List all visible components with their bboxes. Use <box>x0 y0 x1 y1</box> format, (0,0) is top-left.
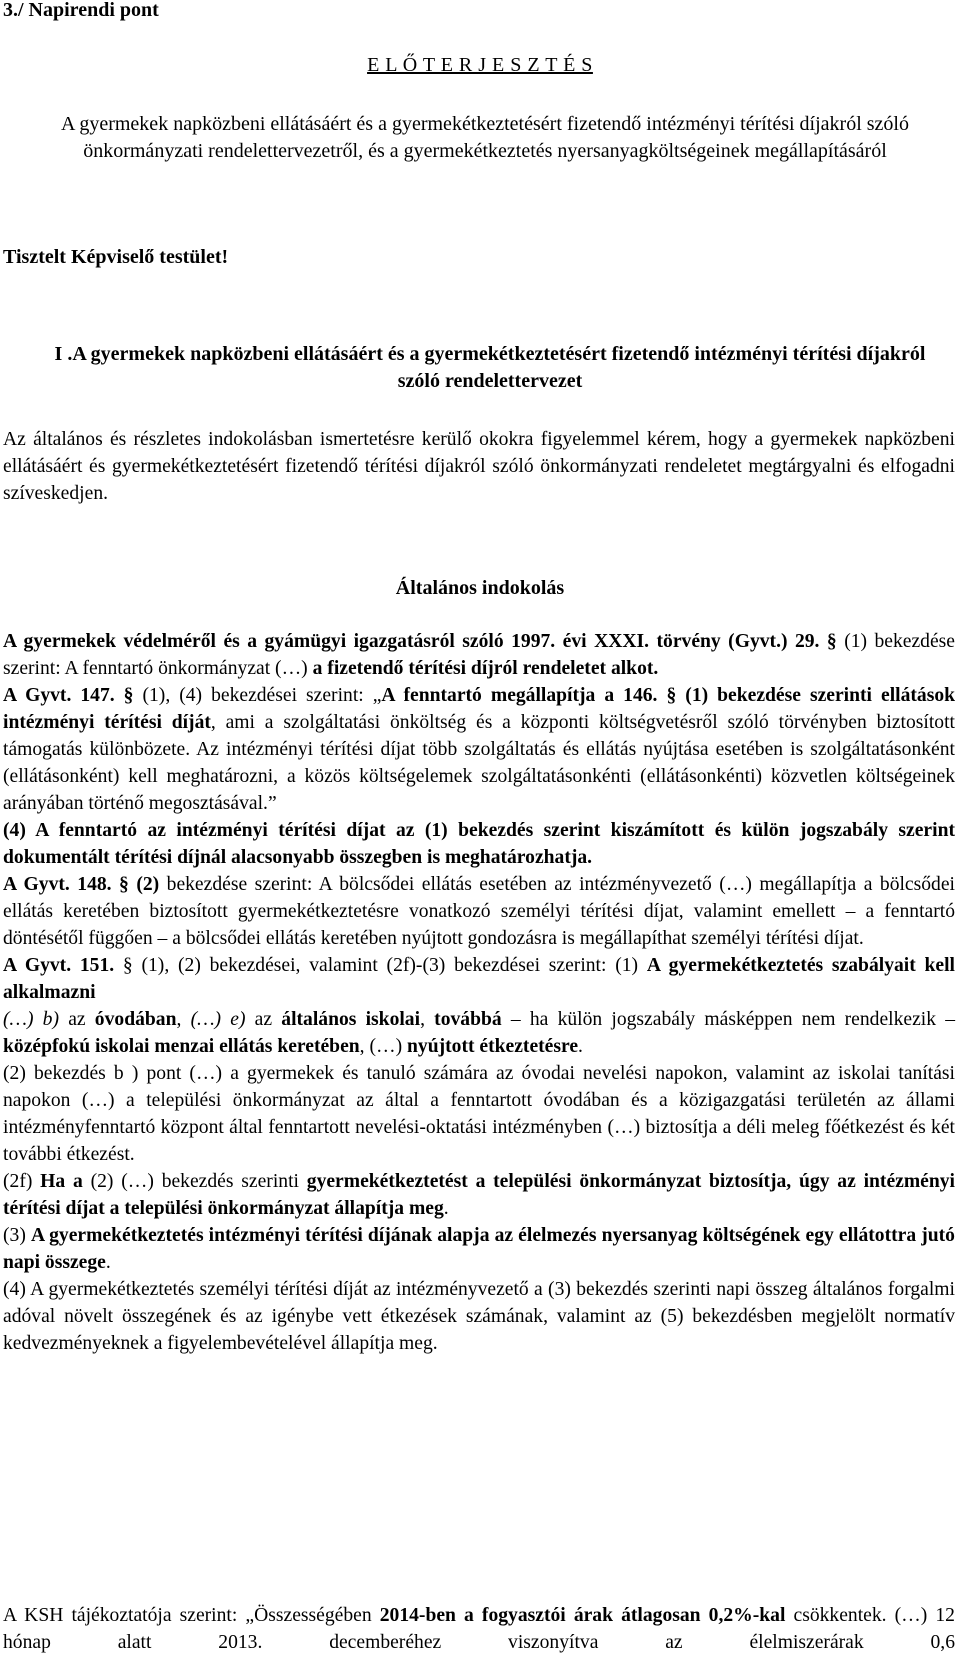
intro-paragraph: Az általános és részletes indokolásban ismertetésre kerülő okokra figyelemmel kérem, hogy a gyermekek napközbeni ellátásáért és gyermekétkeztetésért fizetendő térítési díjakról szóló önkormányzati rendeletet megtárgyalni és elfogadni szíveskedjen. <box>3 429 955 504</box>
paragraph-2-b-point <box>3 1060 955 1168</box>
text-span: § (1), (2) bekezdései, valamint (2f)-(3) bekezdései szerint: (1) <box>114 955 647 976</box>
text-span: , <box>420 1009 435 1030</box>
paragraph-gyvt-151-items <box>3 1006 955 1060</box>
text-span: . <box>105 1252 111 1273</box>
salutation: Tisztelt Képviselő testület! <box>3 246 229 268</box>
paragraph-2f <box>3 1168 955 1222</box>
bold-span: A Gyvt. 151. <box>3 955 115 976</box>
italic-span: (…) b) <box>3 1009 59 1030</box>
section-sign: § <box>657 685 686 706</box>
section-sign: § <box>111 874 137 895</box>
bold-span: a fizetendő térítési díjról rendeletet alkot <box>312 658 654 679</box>
general-heading: Általános indokolás <box>395 577 565 599</box>
document-subtitle: A gyermekek napközbeni ellátásáért és a gyermekétkeztetésért fizetendő intézményi térítési díjakról szóló önkormányzati rendelettervezetről, és a gyermekétkeztetés nyersanyagköltségeinek megállapításáról <box>61 113 909 162</box>
general-justification-body <box>3 628 955 1357</box>
text-span: , (…) <box>359 1036 408 1057</box>
bold-span: A Gyvt. 148. <box>3 874 112 895</box>
bold-span: (4) A fenntartó az intézményi térítési díjat az (1) bekezdés szerint kiszámított és külön jogszabály szerint dokumentált térítési díjnál alacsonyabb összegben is meghatározhatja. <box>3 820 955 868</box>
text-span: (2) (…) bekezdés szerinti <box>82 1171 307 1192</box>
bold-span: óvodában <box>94 1009 177 1030</box>
text-span: az <box>245 1009 282 1030</box>
bold-span: (1) bekezdése szerinti ellátások intézményi térítési díját <box>3 685 956 733</box>
bold-span: nyújtott étkeztetésre <box>407 1036 579 1057</box>
bold-span: általános iskolai <box>281 1009 421 1030</box>
bold-span: A gyermekétkeztetés intézményi térítési díjának alapja az élelmezés nyersanyag költségének egy ellátottra jutó napi összege <box>3 1225 955 1273</box>
paragraph-gyvt-148 <box>3 871 955 952</box>
bold-span: gyermekétkeztetést a települési önkormányzat biztosítja, úgy az intézményi térítési díjat a települési önkormányzat állapítja meg <box>3 1171 955 1219</box>
text-span: (4) A gyermekétkeztetés személyi térítési díját az intézményvezető a (3) bekezdés szerinti napi összeg általános forgalmi adóval növelt összegének és az igénybe vett étkezések számának, valamint az (5) bekezdésben megjelölt normatív kedvezményeknek a figyelembevételével állapítja meg. <box>3 1279 955 1354</box>
text-span: A KSH tájékoztatója szerint: „Összességében <box>3 1605 380 1626</box>
bold-span: A fenntartó megállapítja a 146. <box>381 685 658 706</box>
bold-span: középfokú iskolai menzai ellátás keretében <box>3 1036 360 1057</box>
paragraph-gyvt-151 <box>3 952 955 1006</box>
bold-span: A gyermekétkeztetés szabályait kell alkalmazni <box>3 955 955 1003</box>
bold-span: A gyermekek védelméről és a gyámügyi igazgatásról szóló 1997. évi XXXI. törvény (Gyvt.) 29. <box>3 631 820 652</box>
ksh-paragraph <box>3 1602 955 1656</box>
section-sign: § <box>819 631 845 652</box>
italic-span: (…) e) <box>190 1009 246 1030</box>
bold-span: Ha a <box>40 1171 83 1192</box>
text-span: (1) bekezdése szerint: A fenntartó önkormányzat (…) <box>3 631 955 679</box>
section-heading: I .A gyermekek napközbeni ellátásáért és a gyermekétkeztetésért fizetendő intézményi térítési díjakról szóló rendelettervezet <box>54 343 926 392</box>
document-title: E L Ő T E R J E S Z T É S <box>367 54 593 76</box>
paragraph-gyvt-147 <box>3 682 955 817</box>
text-span: csökkentek. (…) 12 hónap alatt 2013. decemberéhez viszonyítva az élelmiszerárak 0,6 <box>3 1605 955 1653</box>
text-span: (2f) <box>3 1171 41 1192</box>
text-span: . <box>443 1198 449 1219</box>
paragraph-gyvt-147-4 <box>3 817 955 871</box>
paragraph-4 <box>3 1276 955 1357</box>
paragraph-3 <box>3 1222 955 1276</box>
text-span: (1), (4) bekezdései szerint: „ <box>142 685 382 706</box>
text-span: bekezdése szerint: A bölcsődei ellátás esetében az intézményvezető (…) megállapítja a bölcsődei ellátás keretében biztosított gyermekétkeztetésre vonatkozó személyi térítési díjat, valamint emellett – a fenntartó döntésétől függően – a bölcsődei ellátás keretében nyújtott gondozásra is megállapíthat személyi térítési díjat. <box>3 874 955 949</box>
text-span: . <box>653 658 659 679</box>
bold-span: (2) <box>136 874 160 895</box>
text-span: – ha külön jogszabály másképpen nem rendelkezik – <box>501 1009 956 1030</box>
text-span: (2) bekezdés b ) pont (…) a gyermekek és tanuló számára az óvodai nevelési napokon, valamint az iskolai tanítási napokon (…) a települési önkormányzat az által a fenntartott óvodában és a közigazgatási területén az állami intézményfenntartó központ által fenntartott nevelési-oktatási intézményben (…) biztosítja a déli meleg főétkezést és két további étkezést. <box>3 1063 955 1165</box>
bold-span: A Gyvt. 147. <box>3 685 115 706</box>
text-span: , ami a szolgáltatási önköltség és a központi költségvetésről szóló törvényben biztosított támogatás különbözete. Az intézményi térítési díjat több szolgáltatás és ellátás nyújtása esetében is szolgáltatásonként (ellátásonként) kell meghatározni, a közös költségelemek szolgáltatásonkénti (ellátásonkénti) közvetlen költségeinek arányában történő megosztásával.” <box>3 712 955 814</box>
agenda-label: 3./ Napirendi pont <box>3 0 159 21</box>
paragraph-gyvt-29 <box>3 628 955 682</box>
text-span: , <box>176 1009 191 1030</box>
bold-span: 2014-ben a fogyasztói árak átlagosan 0,2%-kal <box>379 1605 786 1626</box>
bold-span: továbbá <box>434 1009 502 1030</box>
text-span: (3) <box>3 1225 31 1246</box>
text-span: . <box>578 1036 583 1057</box>
section-sign: § <box>114 685 143 706</box>
text-span: az <box>59 1009 95 1030</box>
